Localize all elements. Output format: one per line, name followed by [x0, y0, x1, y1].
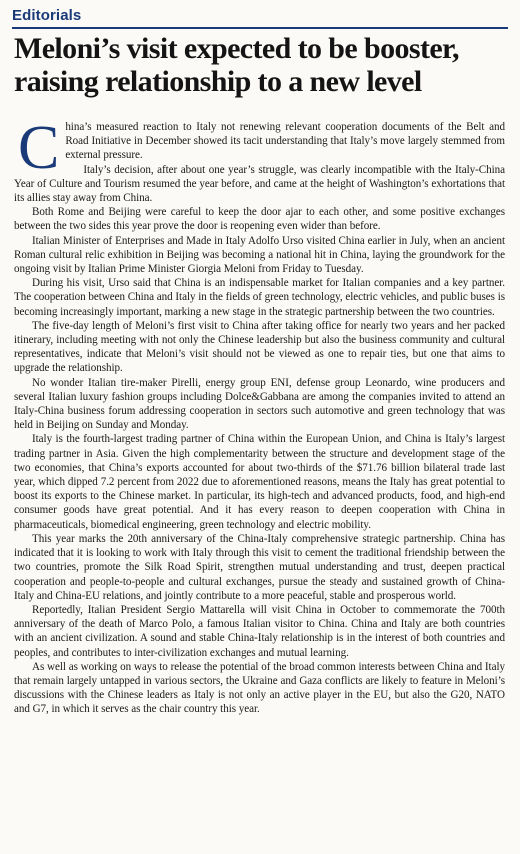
headline: Meloni’s visit expected to be booster, raising relationship to a new level	[14, 32, 459, 98]
article-paragraph: This year marks the 20th anniversary of the China-Italy comprehensive strategic partnership. China has indicated that it is looking to work with Italy through this visit to cement the traditional friendship between the two countries, promote the Silk Road Spirit, strengthen mutual understanding and trust, deepen practical cooperation and people-to-people and cultural exchanges, pursue the steady and sustained growth of China-Italy and China-EU relations, and jointly contribute to a more peaceful, stable and prosperous world.	[14, 532, 505, 602]
article-paragraph: Reportedly, Italian President Sergio Mattarella will visit China in October to commemorate the 700th anniversary of the death of Marco Polo, a famous Italian visitor to China. China and Italy are both countries with an ancient civilization. A sound and stable China-Italy relationship is in the interest of both countries and peoples, and contributes to inter-civilization exchanges and mutual learning.	[14, 603, 505, 659]
article-paragraph: During his visit, Urso said that China is an indispensable market for Italian companies and a key partner. The cooperation between China and Italy in the fields of green technology, electric vehicles, and public buses is becoming increasingly important, marking a new stage in the strategic partnership between the two countries.	[14, 277, 505, 318]
section-label: Editorials	[12, 7, 82, 24]
article-paragraph: Italy is the fourth-largest trading partner of China within the European Union, and China is Italy’s largest trading partner in Asia. Given the high complementarity between the structure and development stage of the two economies, that China’s exports accounted for about two-thirds of the $71.76 billion bilateral trade last year, which dipped 7.2 percent from 2022 due to aforementioned reasons, means the Italy has great potential to boost its exports to the Chinese market. In particular, its high-tech and advanced products, food, and high-end consumer goods have great potential. And it has every reason to deepen cooperation with China in pharmaceuticals, biomedical engineering, green technology and electric mobility.	[14, 433, 505, 531]
first-paragraph-text: hina’s measured reaction to Italy not renewing relevant cooperation documents of the Belt and Road Initiative in December showed its tacit understanding that Italy’s move largely stemmed from external pressure.	[65, 121, 505, 162]
article-paragraph: Italy’s decision, after about one year’s struggle, was clearly incompatible with the Italy-China Year of Culture and Tourism resumed the year before, and came at the height of Washington’s exhortations that its allies stay away from China.	[14, 163, 505, 205]
article-paragraph: No wonder Italian tire-maker Pirelli, energy group ENI, defense group Leonardo, wine producers and several Italian luxury fashion groups including Dolce&Gabbana are among the companies invited to attend an Italy-China business forum addressing cooperation in sectors such automotive and green technology that was held in Beijing on Sunday and Monday.	[14, 376, 505, 432]
section-rule	[12, 27, 508, 29]
article-paragraph: Both Rome and Beijing were careful to keep the door ajar to each other, and some positive exchanges between the two sides this year prove the door is reopening even wider than before.	[14, 206, 505, 233]
article-paragraph	[14, 114, 505, 182]
drop-cap: C	[18, 114, 60, 182]
article-paragraph: Italian Minister of Enterprises and Made in Italy Adolfo Urso visited China earlier in July, when an ancient Roman cultural relic exhibition in Beijing was becoming a national hit in China, laying the groundwork for the ongoing visit by Italian Prime Minister Giorgia Meloni from Friday to Tuesday.	[14, 234, 505, 276]
article-paragraph: As well as working on ways to release the potential of the broad common interests between China and Italy that remain largely untapped in various sectors, the Ukraine and Gaza conflicts are likely to feature in Meloni’s discussions with the Chinese leaders as Italy is not only an active player in the EU, but also the G20, NATO and G7, in which it serves as the chair country this year.	[14, 660, 505, 716]
article-body	[14, 114, 505, 717]
article-paragraph: The five-day length of Meloni’s first visit to China after taking office for nearly two years and her packed itinerary, including meeting with not only the Chinese leadership but also the business community and cultural representatives, indicate that Meloni’s visit should not be viewed as one to repair ties, but one that aims to upgrade the relationship.	[14, 319, 505, 375]
